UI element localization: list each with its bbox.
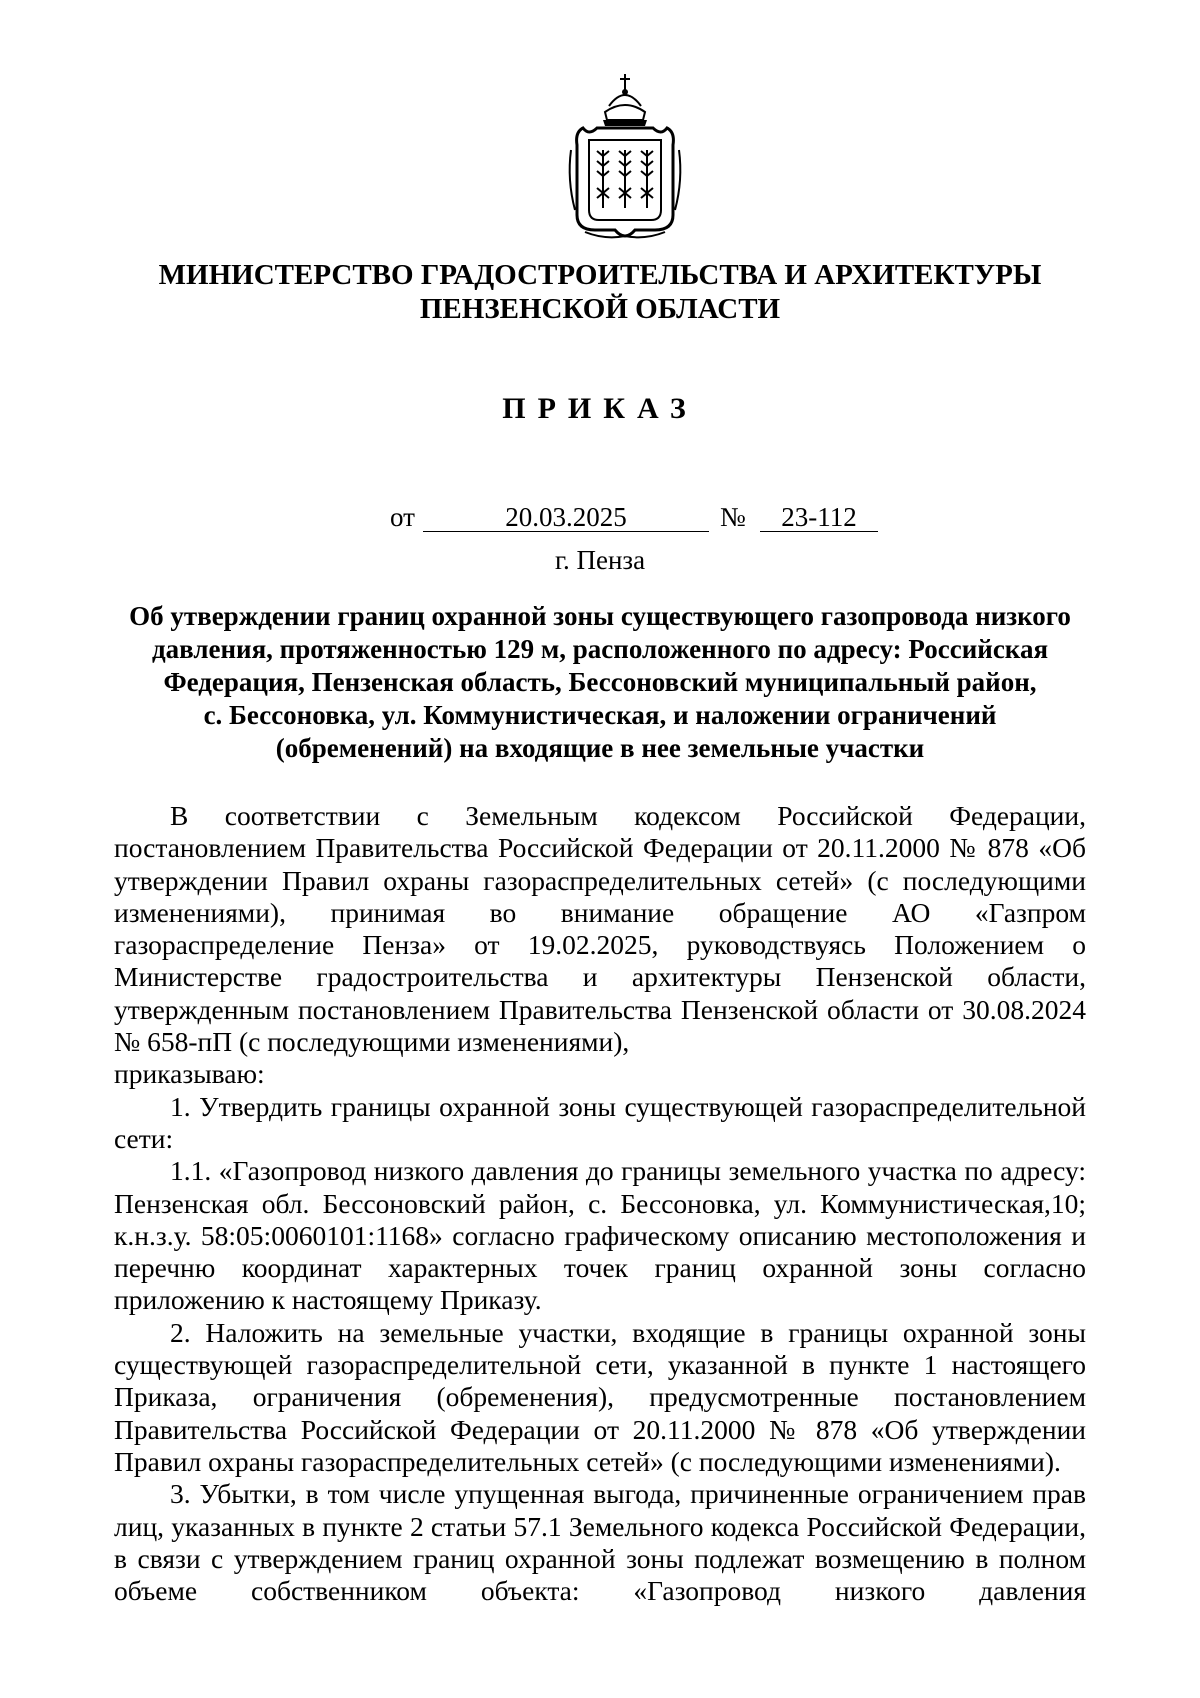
ministry-name-line1: МИНИСТЕРСТВО ГРАДОСТРОИТЕЛЬСТВА И АРХИТЕКТУРЫ	[158, 259, 1042, 291]
title-line5: (обременений) на входящие в нее земельные участки	[275, 733, 925, 763]
item-2-paragraph: 2. Наложить на земельные участки, входящие в границы охранной зоны существующей газораспределительной сети, указанной в пункте 1 настоящего Приказа, ограничения (обременения), предусмотренные постановлением Правительства Российской Федерации от 20.11.2000 № 878 «Об утверждении Правил охраны газораспределительных сетей» (с последующими изменениями).	[114, 1316, 1086, 1477]
date-prefix: от	[390, 502, 415, 532]
ministry-name-line2: ПЕНЗЕНСКОЙ ОБЛАСТИ	[419, 293, 781, 325]
document-date: 20.03.2025	[423, 500, 709, 532]
ministry-name	[100, 258, 1100, 326]
document-title	[110, 600, 1090, 765]
order-word: приказываю:	[114, 1058, 265, 1090]
item-1-paragraph: 1. Утвердить границы охранной зоны существующей газораспределительной сети:	[114, 1090, 1086, 1154]
preamble-paragraph: В соответствии с Земельным кодексом Российской Федерации, постановлением Правительства Российской Федерации от 20.11.2000 № 878 «Об утверждении Правил охраны газораспределительных сетей» (с последующими изменениями), принимая во внимание обращение АО «Газпром газораспределение Пенза» от 19.02.2025, руководствуясь Положением о Министерстве градостроительства и архитектуры Пензенской области, утвержденным постановлением Правительства Пензенской области от 30.08.2024 № 658-пП (с последующими изменениями),	[114, 800, 1086, 1058]
title-line3: Федерация, Пензенская область, Бессоновский муниципальный район,	[163, 667, 1037, 697]
title-line4: с. Бессоновка, ул. Коммунистическая, и наложении ограничений	[203, 700, 997, 730]
document-body	[114, 800, 1086, 1607]
number-sign: №	[720, 502, 746, 532]
title-line1: Об утверждении границ охранной зоны существующего газопровода низкого	[129, 601, 1071, 631]
coat-of-arms-icon	[565, 70, 685, 245]
item-3-paragraph: 3. Убытки, в том числе упущенная выгода, причиненные ограничением прав лиц, указанных в пункте 2 статьи 57.1 Земельного кодекса Российской Федерации, в связи с утверждением границ охранной зоны подлежат возмещению в полном объеме собственником объекта: «Газопровод низкого давления	[114, 1478, 1086, 1607]
document-type-heading: ПРИКАЗ	[502, 392, 698, 425]
issue-city: г. Пенза	[554, 545, 646, 575]
document-number: 23-112	[760, 500, 878, 532]
item-1-1-paragraph: 1.1. «Газопровод низкого давления до границы земельного участка по адресу: Пензенская обл. Бессоновский район, с. Бессоновка, ул. Коммунистическая,10; к.н.з.у. 58:05:0060101:1168» согласно графическому описанию местоположения и перечню координат характерных точек границ охранной зоны согласно приложению к настоящему Приказу.	[114, 1155, 1086, 1316]
title-line2: давления, протяженностью 129 м, расположенного по адресу: Российская	[151, 634, 1049, 664]
